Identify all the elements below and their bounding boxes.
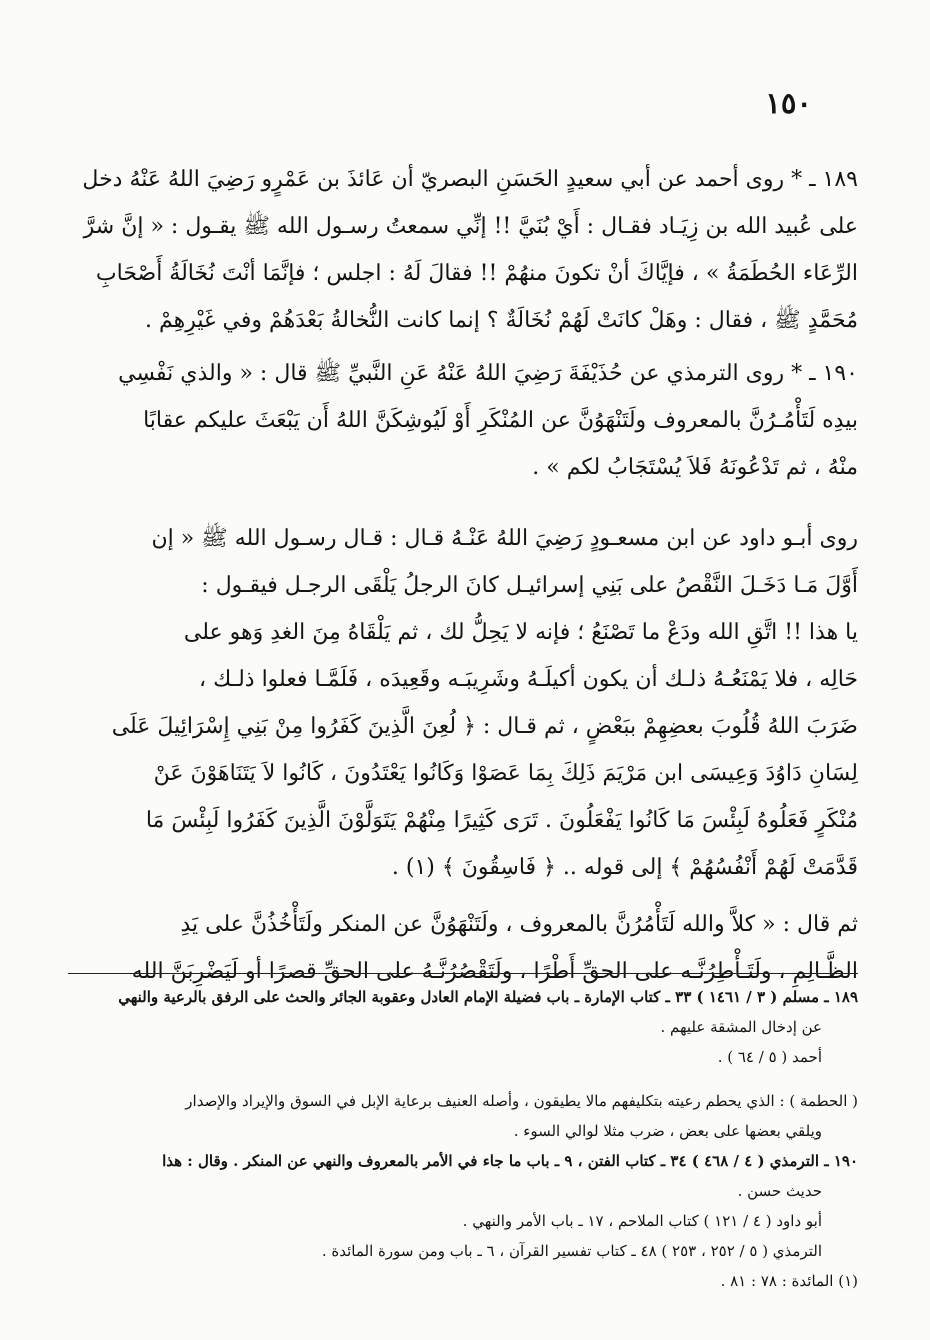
- text-line: الظَّـالِمِ ، ولَتَـأْطِرُنَّـه على الحقِّ أَطْرًا ، ولَتَقْصُرُنَّـهُ على الحقِّ قصرًا أو لَيَضْرِبَنَّ الله: [131, 959, 858, 984]
- text-line: ١٩٠ ـ * روى الترمذي عن حُذَيْفَةَ رَضِيَ اللهُ عَنْهُ عَنِ النَّبيِّ ﷺ قال : « والذي نَفْسِي: [118, 361, 858, 386]
- footnote-line: حديث حسن .: [737, 1182, 822, 1200]
- quran-line: مُنْكَرٍ فَعَلُوهُ لَبِئْسَ مَا كَانُوا يَفْعَلُونَ . تَرَى كَثِيرًا مِنْهُمْ يَتَوَلَّوْنَ الَّذِينَ كَفَرُوا لَبِئْسَ مَا: [145, 808, 858, 833]
- text-line: أَوَّلَ مَـا دَخَـلَ النَّقْصُ على بَنِي إسرائيـل كانَ الرجلُ يَلْقَى الرجـل فيقـول :: [201, 573, 858, 598]
- text-line: ثم قال : « كلاَّ والله لَتَأْمُرُنَّ بالمعروف ، ولَتَنْهَوُنَّ عن المنكر ولَتَأْخُذُنَّ على يَدِ: [180, 912, 858, 937]
- footnote-line: الترمذي ( ٥ / ٢٥٢ ، ٢٥٣ ) ٤٨ ـ كتاب تفسير القرآن ، ٦ ـ باب ومن سورة المائدة .: [321, 1242, 822, 1260]
- page-number: ١٥٠: [765, 86, 812, 120]
- text-line: على عُبيد الله بن زِيَـاد فقـال : أَيْ بُنَيَّ !! إنِّي سمعتُ رسـول الله ﷺ يقـول : « إنَّ شرَّ: [83, 214, 858, 239]
- quran-line: ضَرَبَ اللهُ قُلُوبَ بعضِهِمْ ببَعْضٍ ، ثم قـال : ﴿ لُعِنَ الَّذِينَ كَفَرُوا مِنْ بَنِي إِسْرَائِيلَ عَلَى: [111, 714, 858, 739]
- continuation-paragraph: [70, 901, 858, 995]
- quran-line: قَدَّمَتْ لَهُمْ أَنْفُسُهُمْ ﴾ إلى قوله .. ﴿ فَاسِقُونَ ﴾ (١) .: [391, 855, 858, 880]
- text-line: يا هذا !! اتَّقِ الله ودَعْ ما تَصْنَعُ ؛ فإنه لا يَحِلُّ لك ، ثم يَلْقَاهُ مِنَ الغدِ وَهو على: [183, 620, 858, 645]
- footnote-line: (١) المائدة : ٧٨ : ٨١ .: [720, 1272, 858, 1290]
- text-line: حَالِه ، فلا يَمْنَعُـهُ ذلـك أن يكون أكيلَـهُ وشَرِيبَـه وقَعِيدَه ، فَلَمَّـا فعلوا ذلـك ،: [199, 667, 858, 692]
- main-text: [70, 156, 858, 995]
- footnotes: [68, 982, 858, 1296]
- text-line: منْهُ ، ثم تَدْعُونَهُ فَلاَ يُسْتَجَابُ لكم » .: [532, 455, 858, 480]
- quran-line: لِسَانِ دَاوُدَ وَعِيسَى ابن مَرْيَمَ ذَلِكَ بِمَا عَصَوْا وَكَانُوا يَعْتَدُونَ ، كَانُوا لاَ يَتَنَاهَوْنَ عَنْ: [153, 761, 858, 786]
- footnote-line: ويلقي بعضها على بعض ، ضرب مثلا لوالي السوء .: [513, 1122, 822, 1140]
- footnote-divider: [68, 973, 858, 974]
- text-line: الرِّعَاء الحُطَمَةُ » ، فإيَّاكَ أنْ تكونَ منهُمْ !! فقالَ لَهُ : اجلس ؛ فإنَّمَا أنْتَ نُخَالَةُ أَصْحَابِ: [95, 261, 858, 286]
- text-line: مُحَمَّدٍ ﷺ ، فقال : وهَلْ كانَتْ لَهُمْ نُخَالَةٌ ؟ إنما كانت النُّخالةُ بَعْدَهُمْ وفي غَيْرِهِمْ .: [145, 308, 858, 333]
- hadith-190-paragraph: [70, 350, 858, 491]
- text-line: ١٨٩ ـ * روى أحمد عن أبي سعيدٍ الحَسَنِ البصريّ أن عَائذَ بن عَمْرٍو رَضِيَ اللهُ عَنْهُ دخل: [82, 167, 858, 192]
- hadith-189-paragraph: [70, 156, 858, 344]
- text-line: روى أبـو داود عن ابن مسعـودٍ رَضِيَ اللهُ عَنْـهُ قـال : قـال رسـول الله ﷺ « إن: [151, 526, 858, 551]
- text-line: بيدِه لَتَأْمُـرُنَّ بالمعروف ولَتَنْهَوُنَّ عن المُنْكَرِ أَوْ لَيُوشِكَنَّ اللهُ أَن يَبْعَثَ عليكم عقابًا: [143, 408, 858, 433]
- footnote-line: ١٨٩ ـ مسلم ( ٣ / ١٤٦١ ) ٣٣ ـ كتاب الإمارة ـ باب فضيلة الإمام العادل وعقوبة الجائر والحث على الرفق بالرعية والنهي: [118, 988, 858, 1006]
- footnote-line: عن إدخال المشقة عليهم .: [660, 1018, 822, 1036]
- abu-dawud-paragraph: [70, 515, 858, 891]
- footnote-line: أبو داود ( ٤ / ١٢١ ) كتاب الملاحم ، ١٧ ـ باب الأمر والنهي .: [462, 1212, 822, 1230]
- footnote-line: ( الحطمة ) : الذي يحطم رعيته بتكليفهم مالا يطيقون ، وأصله العنيف برعاية الإبل في السوق والإيراد والإصدار: [185, 1092, 858, 1110]
- footnote-line: أحمد ( ٥ / ٦٤ ) .: [717, 1048, 822, 1066]
- footnote-line: ١٩٠ ـ الترمذي ( ٤ / ٤٦٨ ) ٣٤ ـ كتاب الفتن ، ٩ ـ باب ما جاء في الأمر بالمعروف والنهي عن المنكر . وقال : هذا: [162, 1152, 858, 1170]
